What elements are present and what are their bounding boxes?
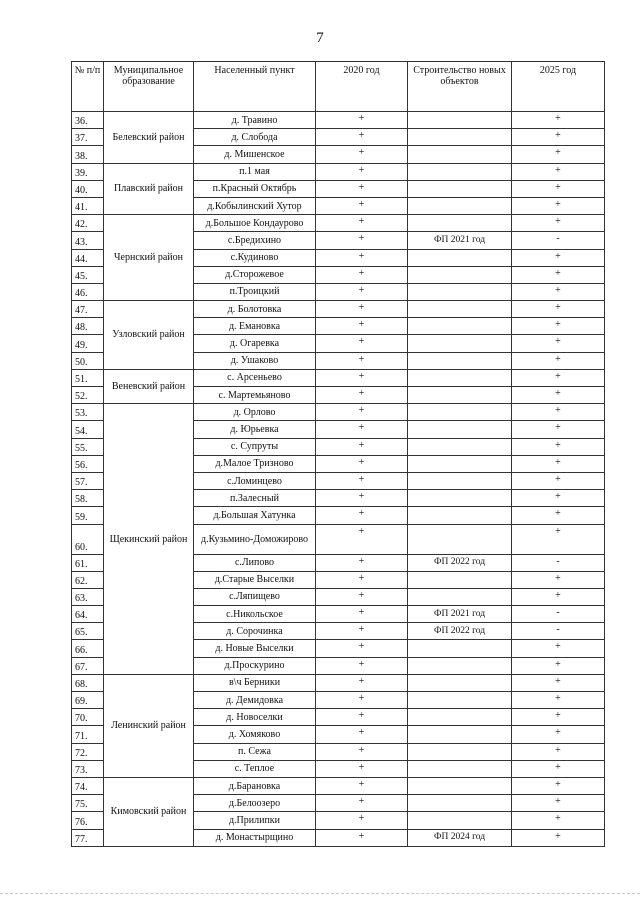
settlement-name: с. Мартемьяново bbox=[194, 387, 316, 404]
mark-2020: + bbox=[316, 812, 408, 829]
municipality-cell: Ленинский район bbox=[104, 674, 194, 777]
settlement-name: д.Малое Тризново bbox=[194, 455, 316, 472]
settlement-name: с.Липово bbox=[194, 554, 316, 571]
settlement-name: д.Большая Хатунка bbox=[194, 507, 316, 524]
settlement-name: п.Залесный bbox=[194, 490, 316, 507]
row-number: 75. bbox=[72, 795, 104, 812]
settlement-name: с.Ляпищево bbox=[194, 588, 316, 605]
construction-cell bbox=[408, 249, 512, 266]
settlement-name: д. Сорочинка bbox=[194, 623, 316, 640]
table-body bbox=[72, 112, 605, 847]
construction-cell: ФП 2022 год bbox=[408, 554, 512, 571]
row-number: 51. bbox=[72, 369, 104, 386]
mark-2020: + bbox=[316, 129, 408, 146]
row-number: 71. bbox=[72, 726, 104, 743]
settlement-name: д. Емановка bbox=[194, 318, 316, 335]
mark-2025: + bbox=[512, 421, 605, 438]
construction-cell bbox=[408, 112, 512, 129]
mark-2025: + bbox=[512, 674, 605, 691]
mark-2020: + bbox=[316, 606, 408, 623]
construction-cell bbox=[408, 743, 512, 760]
mark-2020: + bbox=[316, 301, 408, 318]
mark-2020: + bbox=[316, 571, 408, 588]
mark-2020: + bbox=[316, 726, 408, 743]
settlement-name: д. Огаревка bbox=[194, 335, 316, 352]
row-number: 41. bbox=[72, 197, 104, 214]
mark-2020: + bbox=[316, 829, 408, 846]
mark-2025: + bbox=[512, 335, 605, 352]
mark-2025: + bbox=[512, 490, 605, 507]
settlement-name: д.Барановка bbox=[194, 777, 316, 794]
construction-cell bbox=[408, 404, 512, 421]
mark-2025: + bbox=[512, 588, 605, 605]
mark-2020: + bbox=[316, 674, 408, 691]
row-number: 43. bbox=[72, 232, 104, 249]
construction-cell bbox=[408, 472, 512, 489]
mark-2025: + bbox=[512, 318, 605, 335]
mark-2025: + bbox=[512, 777, 605, 794]
construction-cell bbox=[408, 283, 512, 300]
settlements-table bbox=[71, 61, 605, 847]
mark-2020: + bbox=[316, 743, 408, 760]
settlement-name: д. Орлово bbox=[194, 404, 316, 421]
row-number: 64. bbox=[72, 606, 104, 623]
table-row bbox=[72, 777, 605, 794]
row-number: 73. bbox=[72, 760, 104, 777]
row-number: 69. bbox=[72, 692, 104, 709]
row-number: 40. bbox=[72, 180, 104, 197]
header-2020: 2020 год bbox=[316, 62, 408, 112]
row-number: 59. bbox=[72, 507, 104, 524]
mark-2025: + bbox=[512, 146, 605, 163]
mark-2020: + bbox=[316, 335, 408, 352]
mark-2025: - bbox=[512, 606, 605, 623]
settlement-name: с.Кудиново bbox=[194, 249, 316, 266]
construction-cell bbox=[408, 129, 512, 146]
mark-2025: + bbox=[512, 266, 605, 283]
mark-2025: + bbox=[512, 455, 605, 472]
settlement-name: с.Бредихино bbox=[194, 232, 316, 249]
construction-cell bbox=[408, 760, 512, 777]
mark-2020: + bbox=[316, 232, 408, 249]
mark-2020: + bbox=[316, 524, 408, 554]
settlement-name: д.Белоозеро bbox=[194, 795, 316, 812]
mark-2025: + bbox=[512, 571, 605, 588]
construction-cell bbox=[408, 726, 512, 743]
row-number: 52. bbox=[72, 387, 104, 404]
mark-2020: + bbox=[316, 197, 408, 214]
settlement-name: д. Новоселки bbox=[194, 709, 316, 726]
settlement-name: д. Новые Выселки bbox=[194, 640, 316, 657]
settlement-name: д. Ушаково bbox=[194, 352, 316, 369]
settlement-name: д. Мишенское bbox=[194, 146, 316, 163]
construction-cell bbox=[408, 335, 512, 352]
construction-cell bbox=[408, 266, 512, 283]
mark-2025: + bbox=[512, 404, 605, 421]
settlement-name: д. Юрьевка bbox=[194, 421, 316, 438]
mark-2025: - bbox=[512, 554, 605, 571]
row-number: 66. bbox=[72, 640, 104, 657]
mark-2020: + bbox=[316, 760, 408, 777]
mark-2025: - bbox=[512, 623, 605, 640]
construction-cell bbox=[408, 369, 512, 386]
mark-2020: + bbox=[316, 640, 408, 657]
mark-2020: + bbox=[316, 777, 408, 794]
row-number: 56. bbox=[72, 455, 104, 472]
row-number: 60. bbox=[72, 524, 104, 554]
mark-2020: + bbox=[316, 709, 408, 726]
header-row bbox=[72, 62, 605, 112]
mark-2025: - bbox=[512, 232, 605, 249]
mark-2020: + bbox=[316, 163, 408, 180]
settlement-name: с.Никольское bbox=[194, 606, 316, 623]
mark-2025: + bbox=[512, 283, 605, 300]
mark-2025: + bbox=[512, 472, 605, 489]
row-number: 48. bbox=[72, 318, 104, 335]
footer-divider bbox=[0, 893, 640, 894]
row-number: 53. bbox=[72, 404, 104, 421]
settlement-name: с. Арсеньево bbox=[194, 369, 316, 386]
construction-cell bbox=[408, 692, 512, 709]
mark-2025: + bbox=[512, 215, 605, 232]
construction-cell bbox=[408, 421, 512, 438]
construction-cell: ФП 2021 год bbox=[408, 232, 512, 249]
construction-cell: ФП 2024 год bbox=[408, 829, 512, 846]
settlement-name: д. Травино bbox=[194, 112, 316, 129]
settlement-name: д.Большое Кондаурово bbox=[194, 215, 316, 232]
row-number: 54. bbox=[72, 421, 104, 438]
mark-2025: + bbox=[512, 760, 605, 777]
mark-2025: + bbox=[512, 352, 605, 369]
construction-cell bbox=[408, 146, 512, 163]
header-2025: 2025 год bbox=[512, 62, 605, 112]
mark-2020: + bbox=[316, 623, 408, 640]
row-number: 57. bbox=[72, 472, 104, 489]
mark-2020: + bbox=[316, 438, 408, 455]
mark-2025: + bbox=[512, 387, 605, 404]
mark-2020: + bbox=[316, 795, 408, 812]
construction-cell bbox=[408, 571, 512, 588]
construction-cell bbox=[408, 438, 512, 455]
mark-2020: + bbox=[316, 554, 408, 571]
row-number: 62. bbox=[72, 571, 104, 588]
mark-2025: + bbox=[512, 657, 605, 674]
row-number: 76. bbox=[72, 812, 104, 829]
mark-2020: + bbox=[316, 266, 408, 283]
mark-2025: + bbox=[512, 301, 605, 318]
header-settlement: Населенный пункт bbox=[194, 62, 316, 112]
mark-2020: + bbox=[316, 369, 408, 386]
mark-2020: + bbox=[316, 455, 408, 472]
mark-2025: + bbox=[512, 369, 605, 386]
settlement-name: д.Проскурино bbox=[194, 657, 316, 674]
table-row bbox=[72, 369, 605, 386]
construction-cell bbox=[408, 657, 512, 674]
mark-2025: + bbox=[512, 524, 605, 554]
construction-cell bbox=[408, 455, 512, 472]
mark-2020: + bbox=[316, 352, 408, 369]
construction-cell bbox=[408, 674, 512, 691]
municipality-cell: Белевский район bbox=[104, 112, 194, 164]
mark-2020: + bbox=[316, 692, 408, 709]
row-number: 65. bbox=[72, 623, 104, 640]
settlement-name: п.Троицкий bbox=[194, 283, 316, 300]
mark-2020: + bbox=[316, 404, 408, 421]
table-row bbox=[72, 163, 605, 180]
settlement-name: с. Теплое bbox=[194, 760, 316, 777]
mark-2025: + bbox=[512, 692, 605, 709]
mark-2020: + bbox=[316, 657, 408, 674]
mark-2020: + bbox=[316, 180, 408, 197]
settlement-name: д. Слобода bbox=[194, 129, 316, 146]
table-row bbox=[72, 404, 605, 421]
settlement-name: д. Болотовка bbox=[194, 301, 316, 318]
row-number: 72. bbox=[72, 743, 104, 760]
mark-2025: + bbox=[512, 129, 605, 146]
row-number: 77. bbox=[72, 829, 104, 846]
mark-2020: + bbox=[316, 318, 408, 335]
settlement-name: д. Монастырщино bbox=[194, 829, 316, 846]
row-number: 61. bbox=[72, 554, 104, 571]
mark-2020: + bbox=[316, 472, 408, 489]
mark-2020: + bbox=[316, 588, 408, 605]
construction-cell: ФП 2021 год bbox=[408, 606, 512, 623]
table-row bbox=[72, 215, 605, 232]
row-number: 68. bbox=[72, 674, 104, 691]
settlement-name: п. Сежа bbox=[194, 743, 316, 760]
row-number: 58. bbox=[72, 490, 104, 507]
row-number: 42. bbox=[72, 215, 104, 232]
mark-2025: + bbox=[512, 438, 605, 455]
construction-cell bbox=[408, 640, 512, 657]
mark-2025: + bbox=[512, 507, 605, 524]
construction-cell bbox=[408, 215, 512, 232]
mark-2025: + bbox=[512, 197, 605, 214]
construction-cell bbox=[408, 163, 512, 180]
mark-2025: + bbox=[512, 180, 605, 197]
table-row bbox=[72, 301, 605, 318]
construction-cell bbox=[408, 387, 512, 404]
mark-2020: + bbox=[316, 283, 408, 300]
municipality-cell: Щекинский район bbox=[104, 404, 194, 675]
header-num: № п/п bbox=[72, 62, 104, 112]
mark-2025: + bbox=[512, 743, 605, 760]
mark-2025: + bbox=[512, 112, 605, 129]
construction-cell bbox=[408, 709, 512, 726]
construction-cell bbox=[408, 197, 512, 214]
construction-cell: ФП 2022 год bbox=[408, 623, 512, 640]
row-number: 67. bbox=[72, 657, 104, 674]
mark-2025: + bbox=[512, 726, 605, 743]
row-number: 38. bbox=[72, 146, 104, 163]
construction-cell bbox=[408, 795, 512, 812]
mark-2025: + bbox=[512, 795, 605, 812]
header-municipality: Муниципальное образование bbox=[104, 62, 194, 112]
mark-2025: + bbox=[512, 163, 605, 180]
construction-cell bbox=[408, 588, 512, 605]
municipality-cell: Узловский район bbox=[104, 301, 194, 370]
row-number: 39. bbox=[72, 163, 104, 180]
municipality-cell: Плавский район bbox=[104, 163, 194, 215]
settlement-name: д.Старые Выселки bbox=[194, 571, 316, 588]
mark-2020: + bbox=[316, 421, 408, 438]
mark-2020: + bbox=[316, 490, 408, 507]
mark-2025: + bbox=[512, 640, 605, 657]
mark-2025: + bbox=[512, 812, 605, 829]
construction-cell bbox=[408, 490, 512, 507]
mark-2020: + bbox=[316, 146, 408, 163]
construction-cell bbox=[408, 180, 512, 197]
row-number: 44. bbox=[72, 249, 104, 266]
settlement-name: в\ч Берники bbox=[194, 674, 316, 691]
construction-cell bbox=[408, 777, 512, 794]
row-number: 47. bbox=[72, 301, 104, 318]
settlement-name: с.Ломинцево bbox=[194, 472, 316, 489]
row-number: 49. bbox=[72, 335, 104, 352]
mark-2025: + bbox=[512, 709, 605, 726]
row-number: 70. bbox=[72, 709, 104, 726]
mark-2020: + bbox=[316, 249, 408, 266]
row-number: 50. bbox=[72, 352, 104, 369]
table-row bbox=[72, 674, 605, 691]
row-number: 63. bbox=[72, 588, 104, 605]
settlement-name: п.1 мая bbox=[194, 163, 316, 180]
settlement-name: д.Прилипки bbox=[194, 812, 316, 829]
mark-2025: + bbox=[512, 829, 605, 846]
settlement-name: с. Супруты bbox=[194, 438, 316, 455]
construction-cell bbox=[408, 507, 512, 524]
construction-cell bbox=[408, 812, 512, 829]
settlement-name: д.Кузьмино-Доможирово bbox=[194, 524, 316, 554]
municipality-cell: Веневский район bbox=[104, 369, 194, 403]
row-number: 36. bbox=[72, 112, 104, 129]
table-row bbox=[72, 112, 605, 129]
settlement-name: д. Демидовка bbox=[194, 692, 316, 709]
row-number: 37. bbox=[72, 129, 104, 146]
mark-2020: + bbox=[316, 112, 408, 129]
settlement-name: п.Красный Октябрь bbox=[194, 180, 316, 197]
municipality-cell: Кимовский район bbox=[104, 777, 194, 846]
construction-cell bbox=[408, 318, 512, 335]
mark-2020: + bbox=[316, 507, 408, 524]
mark-2020: + bbox=[316, 215, 408, 232]
construction-cell bbox=[408, 524, 512, 554]
mark-2020: + bbox=[316, 387, 408, 404]
row-number: 46. bbox=[72, 283, 104, 300]
header-construction: Строительство новых объектов bbox=[408, 62, 512, 112]
row-number: 45. bbox=[72, 266, 104, 283]
row-number: 74. bbox=[72, 777, 104, 794]
settlement-name: д.Сторожевое bbox=[194, 266, 316, 283]
municipality-cell: Чернский район bbox=[104, 215, 194, 301]
settlement-name: д.Кобылинский Хутор bbox=[194, 197, 316, 214]
row-number: 55. bbox=[72, 438, 104, 455]
construction-cell bbox=[408, 301, 512, 318]
settlement-name: д. Хомяково bbox=[194, 726, 316, 743]
mark-2025: + bbox=[512, 249, 605, 266]
construction-cell bbox=[408, 352, 512, 369]
page-number: 7 bbox=[316, 30, 324, 46]
